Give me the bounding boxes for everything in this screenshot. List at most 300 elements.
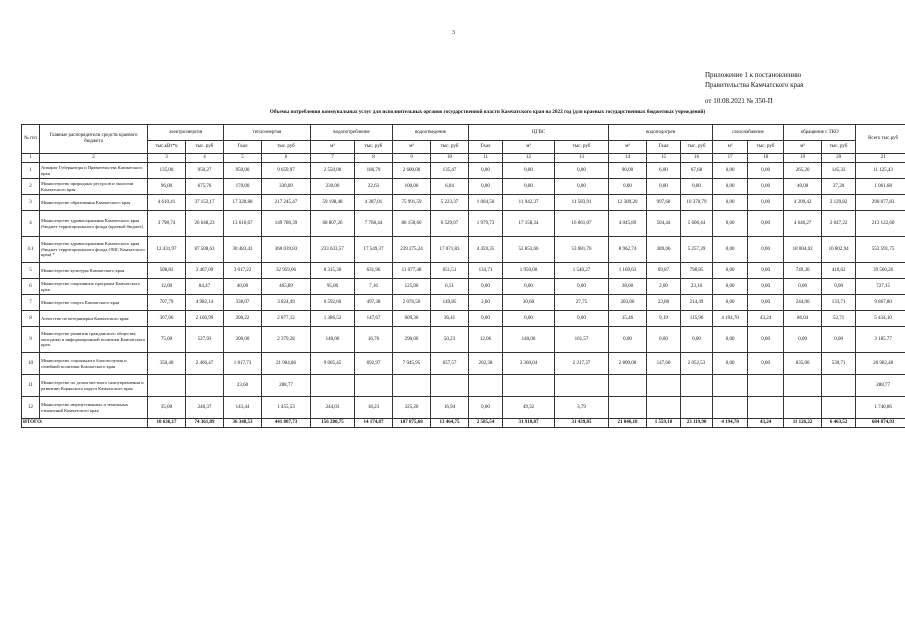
- row-name: Министерство имущественных и земельных отношений Камчатского края: [40, 397, 148, 419]
- row-name: Министерство спорта Камчатского края: [40, 295, 148, 311]
- column-number: 9: [393, 154, 431, 163]
- total-value-cell: 187 875,68: [393, 419, 431, 428]
- value-cell: 40,00: [224, 279, 262, 295]
- table-row: [22, 211, 905, 237]
- header-row-groups: [22, 125, 905, 141]
- value-cell: 2 047,22: [822, 211, 856, 237]
- column-number: 20: [822, 154, 856, 163]
- row-total-cell: 727,15: [856, 279, 905, 295]
- document-title: Объемы потребления коммунальных услуг для исполнительных органов государственной власти Камчатского края на 2022 год (для краевых государственных бюджетных учреждений): [269, 109, 706, 115]
- table-row: [22, 327, 905, 353]
- value-cell: 504,44: [647, 211, 681, 237]
- value-cell: 0,00: [748, 163, 784, 179]
- total-row: [22, 419, 905, 428]
- value-cell: 4 646,27: [784, 211, 822, 237]
- row-total-cell: 290 077,83: [856, 195, 905, 211]
- header-row-column-numbers: [22, 154, 905, 163]
- value-cell: 265,20: [784, 163, 822, 179]
- header-unit: м³: [784, 141, 822, 154]
- header-group-water-supply: водопотребление: [311, 125, 393, 141]
- value-cell: 0,00: [469, 163, 503, 179]
- value-cell: 3,79: [555, 397, 609, 419]
- column-number: 17: [713, 154, 748, 163]
- header-unit: тыс. руб: [681, 141, 713, 154]
- value-cell: [148, 375, 186, 397]
- value-cell: 230,00: [311, 179, 355, 195]
- header-unit: м³: [393, 141, 431, 154]
- table-row: [22, 279, 905, 295]
- appendix-line-2: Правительства Камчатского края: [705, 81, 804, 89]
- value-cell: 86,04: [784, 311, 822, 327]
- row-total-cell: 5 434,10: [856, 311, 905, 327]
- value-cell: 17 071,83: [431, 237, 469, 263]
- value-cell: 997,60: [647, 195, 681, 211]
- table-body: [22, 163, 905, 428]
- value-cell: [555, 375, 609, 397]
- value-cell: 338,07: [224, 295, 262, 311]
- row-name: Министерство природных ресурсов и экологии Камчатского края: [40, 179, 148, 195]
- value-cell: 0,00: [748, 295, 784, 311]
- value-cell: 244,00: [784, 295, 822, 311]
- row-number: 9: [22, 327, 40, 353]
- row-number: 6: [22, 279, 40, 295]
- value-cell: 10 370,79: [681, 195, 713, 211]
- value-cell: [311, 375, 355, 397]
- row-name: Министерство культуры Камчатского края: [40, 263, 148, 279]
- value-cell: 707,79: [148, 295, 186, 311]
- total-value-cell: 2 585,54: [469, 419, 503, 428]
- value-cell: 6,00: [647, 163, 681, 179]
- value-cell: 1 004,50: [469, 195, 503, 211]
- value-cell: 0,00: [555, 311, 609, 327]
- value-cell: 13 610,67: [224, 211, 262, 237]
- value-cell: 12 431,97: [148, 237, 186, 263]
- value-cell: [355, 375, 393, 397]
- column-number: 5: [224, 154, 262, 163]
- header-unit: тыс. руб: [822, 141, 856, 154]
- value-cell: 17 328,88: [224, 195, 262, 211]
- value-cell: 30,60: [503, 295, 555, 311]
- value-cell: 0,00: [713, 195, 748, 211]
- row-number: 12: [22, 397, 40, 419]
- column-number: 8: [355, 154, 393, 163]
- column-number: 18: [748, 154, 784, 163]
- value-cell: 140,06: [503, 327, 555, 353]
- value-cell: 49,32: [503, 397, 555, 419]
- value-cell: 835,00: [784, 353, 822, 375]
- value-cell: 23,80: [647, 295, 681, 311]
- value-cell: 0,00: [555, 163, 609, 179]
- value-cell: [431, 375, 469, 397]
- row-number: 8: [22, 311, 40, 327]
- row-name: Министерство развития гражданского общества, молодежи и информационной политики Камчатского края: [40, 327, 148, 353]
- value-cell: 0,00: [748, 279, 784, 295]
- value-cell: 202,38: [469, 353, 503, 375]
- row-total-cell: 552 591,75: [856, 237, 905, 263]
- header-group-gas: газоснабжение: [713, 125, 784, 141]
- value-cell: 0,00: [713, 237, 748, 263]
- value-cell: 18 004,02: [784, 237, 822, 263]
- column-number: 4: [186, 154, 224, 163]
- value-cell: 530,71: [822, 353, 856, 375]
- value-cell: 67,68: [681, 163, 713, 179]
- value-cell: 497,38: [355, 295, 393, 311]
- value-cell: 59 198,48: [311, 195, 355, 211]
- value-cell: 0,00: [748, 211, 784, 237]
- total-value-cell: 13 464,75: [431, 419, 469, 428]
- value-cell: 283,00: [609, 295, 647, 311]
- table-row: [22, 195, 905, 211]
- value-cell: 5 223,37: [431, 195, 469, 211]
- appendix-line-3: от 10.08.2021 № 350-П: [705, 97, 773, 105]
- table-row: [22, 163, 905, 179]
- row-total-cell: 288,77: [856, 375, 905, 397]
- total-value-cell: 31 439,05: [555, 419, 609, 428]
- value-cell: 149,85: [431, 295, 469, 311]
- value-cell: 52,71: [822, 311, 856, 327]
- value-cell: 0,00: [469, 279, 503, 295]
- total-value-cell: 11 126,22: [784, 419, 822, 428]
- value-cell: 0,00: [713, 263, 748, 279]
- appendix-line-1: Приложение 1 к постановлению: [705, 71, 802, 79]
- header-unit: м³: [609, 141, 647, 154]
- value-cell: 115,96: [681, 311, 713, 327]
- value-cell: [748, 375, 784, 397]
- header-group-hot-water: ЦГВС: [469, 125, 609, 141]
- value-cell: [822, 375, 856, 397]
- value-cell: 2 800,00: [609, 353, 647, 375]
- value-cell: [681, 375, 713, 397]
- value-cell: 0,00: [647, 327, 681, 353]
- value-cell: 8 315,30: [311, 263, 355, 279]
- value-cell: 5 606,44: [681, 211, 713, 237]
- header-unit: тыс. руб: [355, 141, 393, 154]
- value-cell: 27,75: [555, 295, 609, 311]
- value-cell: 22,63: [355, 179, 393, 195]
- value-cell: 17 158,34: [503, 211, 555, 237]
- column-number: 19: [784, 154, 822, 163]
- value-cell: 307,06: [148, 311, 186, 327]
- value-cell: 950,00: [224, 163, 262, 179]
- value-cell: 23,16: [681, 279, 713, 295]
- row-name: Министерство по делам местного самоуправления и развитию Корякского округа Камчатского края: [40, 375, 148, 397]
- value-cell: 2 379,28: [262, 327, 311, 353]
- row-total-cell: 28 902,48: [856, 353, 905, 375]
- column-number: 21: [856, 154, 905, 163]
- value-cell: 37 152,17: [186, 195, 224, 211]
- header-group-waste: обращение с ТКО: [784, 125, 856, 141]
- header-group-electricity: электроэнергия: [148, 125, 224, 141]
- table-header: [22, 125, 905, 163]
- row-total-cell: 1 740,86: [856, 397, 905, 419]
- value-cell: 2,00: [647, 279, 681, 295]
- value-cell: 239 275,24: [393, 237, 431, 263]
- value-cell: 0,00: [469, 397, 503, 419]
- value-cell: [647, 397, 681, 419]
- value-cell: 4 459,35: [469, 237, 503, 263]
- value-cell: 0,00: [609, 179, 647, 195]
- value-cell: 246,37: [186, 397, 224, 419]
- value-cell: 9,19: [647, 311, 681, 327]
- value-cell: 1 950,00: [503, 263, 555, 279]
- header-unit: Гкал: [224, 141, 262, 154]
- value-cell: 3 017,22: [224, 263, 262, 279]
- value-cell: 96,00: [148, 179, 186, 195]
- value-cell: 3 467,09: [186, 263, 224, 279]
- consumption-table: [21, 124, 905, 428]
- value-cell: 18,23: [355, 397, 393, 419]
- row-number: 4.1: [22, 237, 40, 263]
- value-cell: [393, 375, 431, 397]
- table-row: [22, 263, 905, 279]
- value-cell: 16 061,07: [555, 211, 609, 237]
- value-cell: 15,46: [609, 311, 647, 327]
- value-cell: [503, 375, 555, 397]
- value-cell: 0,00: [748, 179, 784, 195]
- value-cell: 2,60: [469, 295, 503, 311]
- header-unit: м³: [311, 141, 355, 154]
- header-unit: м³: [713, 141, 748, 154]
- value-cell: 0,00: [713, 163, 748, 179]
- value-cell: 749,30: [784, 263, 822, 279]
- value-cell: 657,57: [431, 353, 469, 375]
- total-label: ИТОГО:: [22, 419, 148, 428]
- value-cell: 27,20: [822, 179, 856, 195]
- header-name: Главные распорядители средств краевого бюджета: [40, 125, 148, 154]
- value-cell: 69,87: [647, 263, 681, 279]
- row-name: Министерство здравоохранения Камчатского края (бюджет территориального фонда (краевой бюджет): [40, 211, 148, 237]
- value-cell: 325,20: [393, 397, 431, 419]
- value-cell: 465,89: [262, 279, 311, 295]
- value-cell: [469, 375, 503, 397]
- column-number: 7: [311, 154, 355, 163]
- value-cell: 214,49: [681, 295, 713, 311]
- total-value-cell: 74 361,89: [186, 419, 224, 428]
- value-cell: [713, 375, 748, 397]
- value-cell: 6 592,60: [311, 295, 355, 311]
- value-cell: 217 245,47: [262, 195, 311, 211]
- value-cell: 143,44: [224, 397, 262, 419]
- value-cell: 609,30: [393, 311, 431, 327]
- value-cell: 161,57: [555, 327, 609, 353]
- total-value-cell: 23 119,90: [681, 419, 713, 428]
- header-unit: тыс. руб: [186, 141, 224, 154]
- value-cell: 6 529,07: [431, 211, 469, 237]
- value-cell: 950,27: [186, 163, 224, 179]
- total-value-cell: 31 910,07: [503, 419, 555, 428]
- row-name: Министерство здравоохранения Камчатского края (бюджет территориального фонда ОМС Камчатского края) *: [40, 237, 148, 263]
- value-cell: 10 802,94: [822, 237, 856, 263]
- header-unit: тыс. руб: [431, 141, 469, 154]
- value-cell: 798,85: [681, 263, 713, 279]
- value-cell: 1 169,63: [609, 263, 647, 279]
- value-cell: 0,00: [713, 211, 748, 237]
- value-cell: 16,94: [431, 397, 469, 419]
- table-row: [22, 397, 905, 419]
- value-cell: 0,00: [784, 327, 822, 353]
- value-cell: 350,40: [148, 353, 186, 375]
- value-cell: 1 386,53: [311, 311, 355, 327]
- value-cell: 6,04: [431, 179, 469, 195]
- value-cell: 5 257,39: [681, 237, 713, 263]
- value-cell: 75,00: [148, 327, 186, 353]
- value-cell: 4 982,14: [186, 295, 224, 311]
- value-cell: 0,00: [713, 179, 748, 195]
- value-cell: 2 877,12: [262, 311, 311, 327]
- value-cell: 11 077,48: [393, 263, 431, 279]
- value-cell: 21 904,86: [262, 353, 311, 375]
- value-cell: 12,00: [148, 279, 186, 295]
- value-cell: 145,32: [822, 163, 856, 179]
- header-total: Всего тыс.руб: [856, 125, 905, 154]
- value-cell: 0,00: [555, 279, 609, 295]
- value-cell: 4 209,42: [784, 195, 822, 211]
- value-cell: 3 824,49: [262, 295, 311, 311]
- value-cell: [748, 397, 784, 419]
- value-cell: 0,00: [555, 179, 609, 195]
- header-group-heat: теплоэнергия: [224, 125, 311, 141]
- value-cell: [822, 397, 856, 419]
- header-unit: тыс. руб: [262, 141, 311, 154]
- value-cell: 330,09: [262, 179, 311, 195]
- value-cell: 2 550,00: [311, 163, 355, 179]
- value-cell: 125,00: [393, 279, 431, 295]
- column-number: 6: [262, 154, 311, 163]
- value-cell: 0,00: [713, 295, 748, 311]
- value-cell: 0,00: [503, 311, 555, 327]
- row-total-cell: 3 185,77: [856, 327, 905, 353]
- value-cell: 360 039,83: [262, 237, 311, 263]
- total-value-cell: 4 194,70: [713, 419, 748, 428]
- row-number: 2: [22, 179, 40, 195]
- value-cell: 87 508,63: [186, 237, 224, 263]
- value-cell: 0,00: [713, 353, 748, 375]
- value-cell: 75 991,59: [393, 195, 431, 211]
- row-number: 7: [22, 295, 40, 311]
- table-row: [22, 295, 905, 311]
- value-cell: 389,06: [647, 237, 681, 263]
- header-unit: тыс. руб: [748, 141, 784, 154]
- row-name: Министерство образования Камчатского края: [40, 195, 148, 211]
- value-cell: [681, 397, 713, 419]
- value-cell: 7,16: [355, 279, 393, 295]
- value-cell: 200,22: [224, 311, 262, 327]
- value-cell: [609, 375, 647, 397]
- value-cell: 651,51: [431, 263, 469, 279]
- value-cell: 0,00: [647, 179, 681, 195]
- value-cell: [784, 397, 822, 419]
- value-cell: [647, 375, 681, 397]
- value-cell: 0,00: [681, 179, 713, 195]
- value-cell: 3 360,04: [503, 353, 555, 375]
- value-cell: 52 853,66: [503, 237, 555, 263]
- value-cell: [784, 375, 822, 397]
- column-number: 2: [40, 154, 148, 163]
- value-cell: 0,00: [469, 179, 503, 195]
- total-value-cell: 684 874,93: [856, 419, 905, 428]
- total-value-cell: 43,24: [748, 419, 784, 428]
- value-cell: 1 817,73: [224, 353, 262, 375]
- value-cell: 4 387,01: [355, 195, 393, 211]
- row-total-cell: 39 560,26: [856, 263, 905, 279]
- value-cell: 675,76: [186, 179, 224, 195]
- row-number: 10: [22, 353, 40, 375]
- value-cell: 1 979,73: [469, 211, 503, 237]
- row-number: 11: [22, 375, 40, 397]
- value-cell: 0,00: [748, 195, 784, 211]
- value-cell: 2 052,53: [681, 353, 713, 375]
- value-cell: 288,77: [262, 375, 311, 397]
- total-value-cell: 441 807,73: [262, 419, 311, 428]
- column-number: 11: [469, 154, 503, 163]
- header-unit: тыс.кВт*ч: [148, 141, 186, 154]
- value-cell: 147,67: [355, 311, 393, 327]
- column-number: 3: [148, 154, 186, 163]
- value-cell: 12 389,20: [609, 195, 647, 211]
- value-cell: 9 659,97: [262, 163, 311, 179]
- row-total-cell: 11 125,43: [856, 163, 905, 179]
- value-cell: 7 768,44: [355, 211, 393, 237]
- value-cell: 95,00: [311, 279, 355, 295]
- value-cell: 38,00: [609, 279, 647, 295]
- value-cell: 23,60: [224, 375, 262, 397]
- value-cell: 631,96: [355, 263, 393, 279]
- value-cell: 86 150,60: [393, 211, 431, 237]
- value-cell: [713, 397, 748, 419]
- value-cell: 147,60: [647, 353, 681, 375]
- row-name: Министерство спортивных программ Камчатского края: [40, 279, 148, 295]
- value-cell: 1 455,53: [262, 397, 311, 419]
- value-cell: 40,00: [784, 179, 822, 195]
- value-cell: 4 045,89: [609, 211, 647, 237]
- row-name: Агентство по ветеринарии Камчатского края: [40, 311, 148, 327]
- value-cell: 0,00: [503, 279, 555, 295]
- value-cell: 0,00: [748, 353, 784, 375]
- value-cell: 7 945,95: [393, 353, 431, 375]
- row-number: 1: [22, 163, 40, 179]
- value-cell: 135,47: [431, 163, 469, 179]
- value-cell: 35,00: [148, 397, 186, 419]
- value-cell: 50,23: [431, 327, 469, 353]
- table-row: [22, 179, 905, 195]
- value-cell: 508,83: [148, 263, 186, 279]
- header-unit: Гкал: [469, 141, 503, 154]
- table-row: [22, 375, 905, 397]
- value-cell: 0,00: [503, 179, 555, 195]
- column-number: 15: [647, 154, 681, 163]
- value-cell: 6,51: [431, 279, 469, 295]
- value-cell: 4 194,70: [713, 311, 748, 327]
- total-value-cell: 36 348,53: [224, 419, 262, 428]
- column-number: 12: [503, 154, 555, 163]
- value-cell: 1 540,27: [555, 263, 609, 279]
- column-number: 14: [609, 154, 647, 163]
- value-cell: 26 648,23: [186, 211, 224, 237]
- table-row: [22, 311, 905, 327]
- header-unit: м³: [503, 141, 555, 154]
- value-cell: 0,00: [469, 311, 503, 327]
- column-number: 16: [681, 154, 713, 163]
- value-cell: 200,00: [224, 327, 262, 353]
- value-cell: 0,00: [822, 279, 856, 295]
- total-value-cell: 6 463,52: [822, 419, 856, 428]
- value-cell: 100,00: [393, 179, 431, 195]
- value-cell: 12,06: [469, 327, 503, 353]
- page-number: 3: [452, 30, 455, 36]
- value-cell: 2 129,82: [822, 195, 856, 211]
- header-num: № п/п: [22, 125, 40, 154]
- total-value-cell: 21 046,18: [609, 419, 647, 428]
